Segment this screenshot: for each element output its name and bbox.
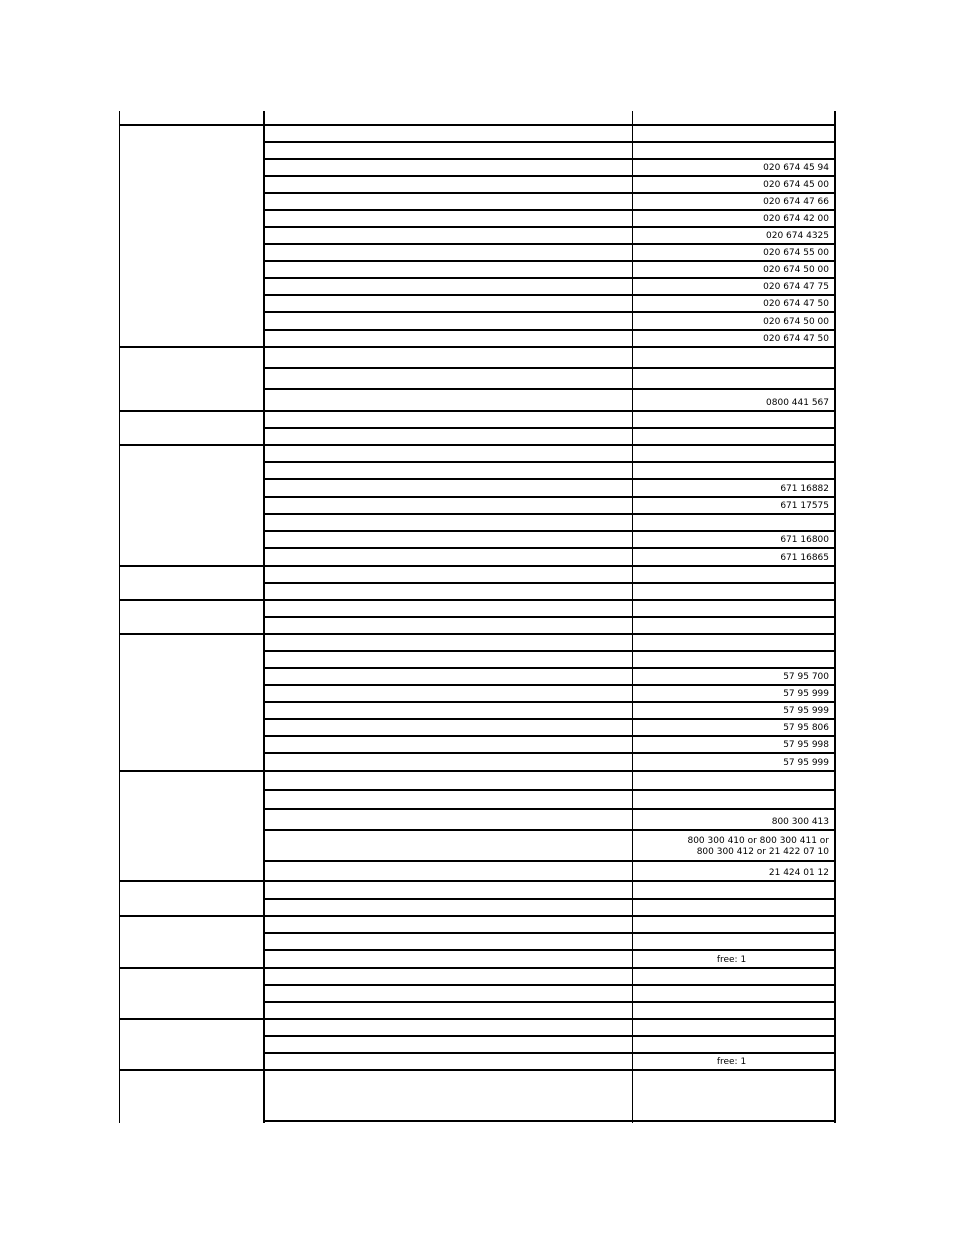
phone-number: 800 300 413 xyxy=(771,817,829,827)
row-divider xyxy=(263,496,836,498)
row-divider xyxy=(263,277,836,279)
row-divider xyxy=(263,718,836,720)
row-divider xyxy=(263,141,836,143)
free-label: free: 1 xyxy=(716,955,747,965)
row-divider xyxy=(119,967,836,969)
row-divider xyxy=(263,388,836,390)
phone-number: 800 300 412 or 21 422 07 10 xyxy=(696,847,829,857)
row-divider xyxy=(263,226,836,228)
row-divider xyxy=(263,684,836,686)
phone-number: 671 16800 xyxy=(780,535,829,545)
row-divider xyxy=(263,735,836,737)
phone-number: 57 95 999 xyxy=(783,706,829,716)
row-divider xyxy=(263,461,836,463)
phone-number: 020 674 47 66 xyxy=(763,197,829,207)
row-divider xyxy=(263,701,836,703)
phone-number: 020 674 47 50 xyxy=(763,334,829,344)
phone-number: 21 424 01 12 xyxy=(768,868,829,878)
row-divider xyxy=(263,547,836,549)
phone-number: 0800 441 567 xyxy=(766,398,829,408)
row-divider xyxy=(263,1035,836,1037)
row-divider xyxy=(263,949,836,951)
row-divider xyxy=(263,829,836,831)
row-divider xyxy=(263,260,836,262)
row-divider xyxy=(263,311,836,313)
row-divider xyxy=(119,599,836,601)
row-divider xyxy=(263,650,836,652)
row-divider xyxy=(263,808,836,810)
row-divider xyxy=(119,915,836,917)
phone-number: 020 674 4325 xyxy=(766,231,829,241)
row-divider xyxy=(263,616,836,618)
row-divider xyxy=(263,582,836,584)
phone-number: 57 95 999 xyxy=(783,689,829,699)
phone-number: 020 674 50 00 xyxy=(763,317,829,327)
row-divider xyxy=(263,243,836,245)
row-divider xyxy=(263,209,836,211)
phone-number: 020 674 45 00 xyxy=(763,180,829,190)
phone-number: 020 674 47 75 xyxy=(763,282,829,292)
phone-number: 020 674 50 00 xyxy=(763,265,829,275)
row-divider xyxy=(119,565,836,567)
phone-number: 57 95 700 xyxy=(783,672,829,682)
row-divider xyxy=(263,752,836,754)
phone-number: 57 95 999 xyxy=(783,758,829,768)
row-divider xyxy=(263,329,836,331)
row-divider xyxy=(119,770,836,772)
row-divider xyxy=(263,1001,836,1003)
row-divider xyxy=(263,932,836,934)
row-divider xyxy=(263,860,836,862)
row-divider xyxy=(263,175,836,177)
row-divider xyxy=(263,294,836,296)
phone-number: 57 95 806 xyxy=(783,723,829,733)
row-divider xyxy=(263,158,836,160)
row-divider xyxy=(263,427,836,429)
row-divider xyxy=(119,1018,836,1020)
row-divider xyxy=(119,410,836,412)
row-divider xyxy=(119,444,836,446)
free-label: free: 1 xyxy=(716,1057,747,1067)
row-divider xyxy=(263,1052,836,1054)
phone-number: 671 17575 xyxy=(780,501,829,511)
row-divider xyxy=(119,633,836,635)
phone-number: 57 95 998 xyxy=(783,740,829,750)
phone-number: 020 674 55 00 xyxy=(763,248,829,258)
row-divider xyxy=(263,1120,836,1122)
row-divider xyxy=(263,478,836,480)
row-divider xyxy=(119,124,836,126)
row-divider xyxy=(263,984,836,986)
row-divider xyxy=(263,513,836,515)
phone-number: 671 16882 xyxy=(780,484,829,494)
phone-number: 020 674 45 94 xyxy=(763,163,829,173)
row-divider xyxy=(119,346,836,348)
row-divider xyxy=(263,898,836,900)
phone-number: 671 16865 xyxy=(780,553,829,563)
row-divider xyxy=(263,192,836,194)
row-divider xyxy=(119,1069,836,1071)
row-divider xyxy=(119,880,836,882)
phone-number: 020 674 47 50 xyxy=(763,299,829,309)
row-divider xyxy=(263,789,836,791)
phone-number: 800 300 410 or 800 300 411 or xyxy=(687,836,829,846)
phone-number: 020 674 42 00 xyxy=(763,214,829,224)
row-divider xyxy=(263,667,836,669)
row-divider xyxy=(263,530,836,532)
table-border-left xyxy=(119,111,120,1123)
row-divider xyxy=(263,367,836,369)
